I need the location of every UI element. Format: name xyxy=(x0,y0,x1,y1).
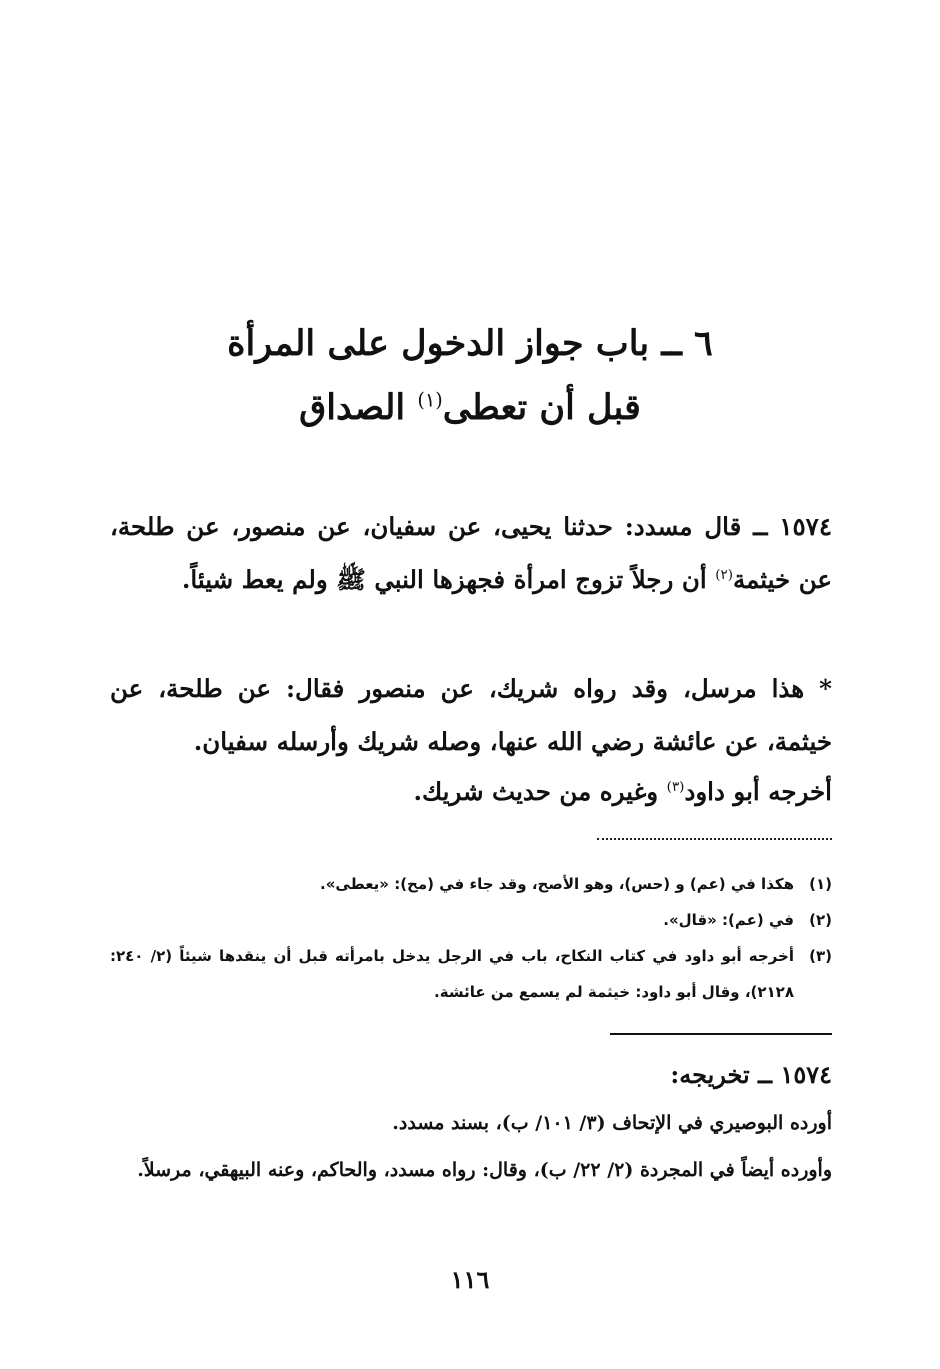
footnote-number: (١) xyxy=(809,875,832,893)
hadith-paragraph xyxy=(110,500,832,606)
hadith-matn: أن رجلاً تزوج امرأة فجهزها النبي ﷺ ولم يعط شيئاً. xyxy=(181,565,716,594)
takhrij-paragraph-2: وأورده أيضاً في المجردة (٢/ ٢٢/ ب)، وقال: رواه مسدد، والحاكم، وعنه البيهقي، مرسلاً. xyxy=(137,1159,832,1181)
footnote-3 xyxy=(110,938,832,1010)
footnote-marker-2: (٢) xyxy=(715,566,733,583)
commentary-paragraph: * هذا مرسل، وقد رواه شريك، عن منصور فقال: عن طلحة، عن خيثمة، عن عائشة رضي الله عنها، وصله شريك وأرسله سفيان. xyxy=(110,674,832,756)
footnote-separator xyxy=(597,838,832,840)
takhrij-paragraph-1: أورده البوصيري في الإتحاف (٣/ ١٠١/ ب)، بسند مسدد. xyxy=(392,1112,832,1134)
footnote-2 xyxy=(110,902,832,938)
takhrij-sentence-end: وغيره من حديث شريك. xyxy=(413,777,667,806)
footnote-number: (٢) xyxy=(809,911,832,929)
takhrij-sentence xyxy=(110,765,832,818)
footnote-marker-3: (٣) xyxy=(666,778,685,795)
chapter-title-text: قبل أن تعطى xyxy=(442,387,641,428)
footnote-1 xyxy=(110,866,832,902)
footnote-text: في (عم): «قال». xyxy=(663,911,794,929)
section-divider xyxy=(610,1033,832,1035)
chapter-title-line-1: ٦ ــ باب جواز الدخول على المرأة xyxy=(227,323,713,364)
footnote-text: هكذا في (عم) و (حس)، وهو الأصح، وقد جاء في (مح): «يعطى». xyxy=(320,875,794,893)
footnote-number: (٣) xyxy=(809,947,832,965)
hadith-isnad: ١٥٧٤ ــ قال مسدد: حدثنا يحيى، عن سفيان، عن منصور، عن طلحة، عن خيثمة xyxy=(110,512,832,594)
takhrij-heading: ١٥٧٤ ــ تخريجه: xyxy=(670,1060,832,1089)
chapter-title-text-end: الصداق xyxy=(299,387,418,428)
page-number: ١١٦ xyxy=(450,1265,490,1294)
chapter-title xyxy=(110,312,830,440)
footnote-text: أخرجه أبو داود في كتاب النكاح، باب في الرجل يدخل بامرأته قبل أن ينقدها شيئاً (٢/ ٢٤٠: ٢١٢٨)، وقال أبو داود: خيثمة لم يسمع من عائشة. xyxy=(110,947,794,1001)
footnote-marker-1: (١) xyxy=(417,388,443,412)
chapter-title-line-2 xyxy=(110,376,830,440)
takhrij-body xyxy=(110,1100,832,1194)
takhrij-sentence-start: أخرجه أبو داود xyxy=(684,777,832,806)
footnotes xyxy=(110,866,832,1010)
